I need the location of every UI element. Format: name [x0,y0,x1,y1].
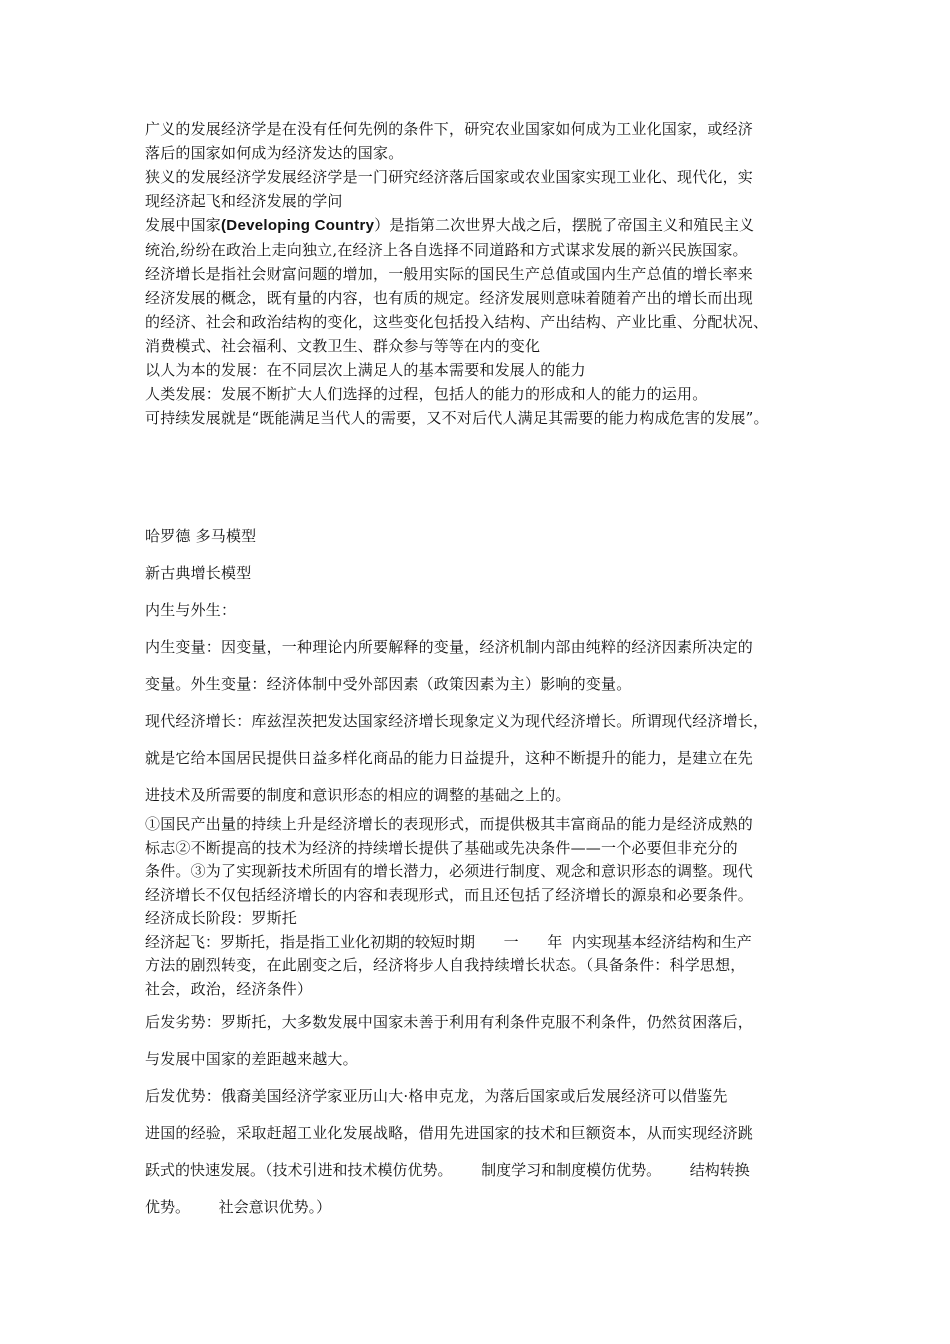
text-line: 后发劣势：罗斯托，大多数发展中国家未善于利用有利条件克服不利条件，仍然贫困落后， [145,1013,754,1031]
text-line: 优势。 社会意识优势。） [145,1198,332,1216]
text-line: 经济发展的概念，既有量的内容，也有质的规定。经济发展则意味着随着产出的增长而出现 [145,289,754,307]
text-line: 标志②不断提高的技术为经济的持续增长提供了基础或先决条件——一个必要但非充分的 [145,838,738,857]
latecomer-section [145,1004,815,1226]
developing-country-line [145,213,815,238]
growth-models-section [145,518,815,814]
text-line: 广义的发展经济学是在没有任何先例的条件下，研究农业国家如何成为工业化国家，或经济 [145,120,754,138]
text-line: 新古典增长模型 [145,564,252,582]
text-line: 现经济起飞和经济发展的学问 [145,192,343,210]
text-line: 跃式的快速发展。（技术引进和技术模仿优势。 制度学习和制度模仿优势。 结构转换 [145,1161,750,1179]
text-line: 狭义的发展经济学发展经济学是一门研究经济落后国家或农业国家实现工业化、现代化，实 [145,168,754,186]
text-line: 现代经济增长：库兹涅茨把发达国家经济增长现象定义为现代经济增长。所谓现代经济增长， [145,712,769,730]
text-line: 以人为本的发展：在不同层次上满足人的基本需要和发展人的能力 [145,361,586,379]
text-span: 发展中国家 [145,216,222,234]
text-line: 经济增长是指社会财富问题的增加，一般用实际的国民生产总值或国内生产总值的增长率来 [145,265,754,283]
text-line: 后发优势：俄裔美国经济学家亚历山大·格申克龙，为落后国家或后发展经济可以借鉴先 [145,1087,728,1105]
text-line: 经济起飞：罗斯托，指是指工业化初期的较短时期 一 年 内实现基本经济结构和生产 [145,932,752,951]
text-line: 人类发展：发展不断扩大人们选择的过程，包括人的能力的形成和人的能力的运用。 [145,385,708,403]
modern-growth-section [145,813,815,1001]
english-term: (Developing Country [221,217,375,234]
text-line: 进国的经验，采取赶超工业化发展战略，借用先进国家的技术和巨额资本，从而实现经济跳 [145,1124,754,1142]
text-line: 的经济、社会和政治结构的变化，这些变化包括投入结构、产出结构、产业比重、分配状况、 [145,313,769,331]
text-line: 经济增长不仅包括经济增长的内容和表现形式，而且还包括了经济增长的源泉和必要条件。 [145,885,754,904]
text-line: 方法的剧烈转变，在此剧变之后，经济将步人自我持续增长状态。（具备条件：科学思想， [145,956,746,974]
definitions-section [145,117,815,430]
text-line: 条件。③为了实现新技术所固有的增长潜力，必须进行制度、观念和意识形态的调整。现代 [145,862,754,880]
text-line: 变量。外生变量：经济体制中受外部因素（政策因素为主）影响的变量。 [145,675,632,693]
text-line: 哈罗德 多马模型 [145,527,257,545]
text-span: ）是指第二次世界大战之后，摆脱了帝国主义和殖民主义 [374,216,755,234]
text-line: 内生变量：因变量，一种理论内所要解释的变量，经济机制内部由纯粹的经济因素所决定的 [145,638,754,656]
text-line: 经济成长阶段：罗斯托 [145,909,298,927]
text-line: ①国民产出量的持续上升是经济增长的表现形式，而提供极其丰富商品的能力是经济成熟的 [145,815,754,833]
text-line: 统治,纷纷在政治上走向独立,在经济上各自选择不同道路和方式谋求发展的新兴民族国家。 [145,241,748,259]
text-line: 进技术及所需要的制度和意识形态的相应的调整的基础之上的。 [145,786,571,804]
text-line: 消费模式、社会福利、文教卫生、群众参与等等在内的变化 [145,337,541,355]
text-line: 社会，政治，经济条件） [145,979,313,998]
text-line: 与发展中国家的差距越来越大。 [145,1050,358,1068]
text-line: 可持续发展就是“既能满足当代人的需要，又不对后代人满足其需要的能力构成危害的发展”。 [145,409,769,427]
text-line: 内生与外生： [145,601,237,619]
text-line: 落后的国家如何成为经济发达的国家。 [145,144,404,162]
text-line: 就是它给本国居民提供日益多样化商品的能力日益提升，这种不断提升的能力，是建立在先 [145,749,754,767]
